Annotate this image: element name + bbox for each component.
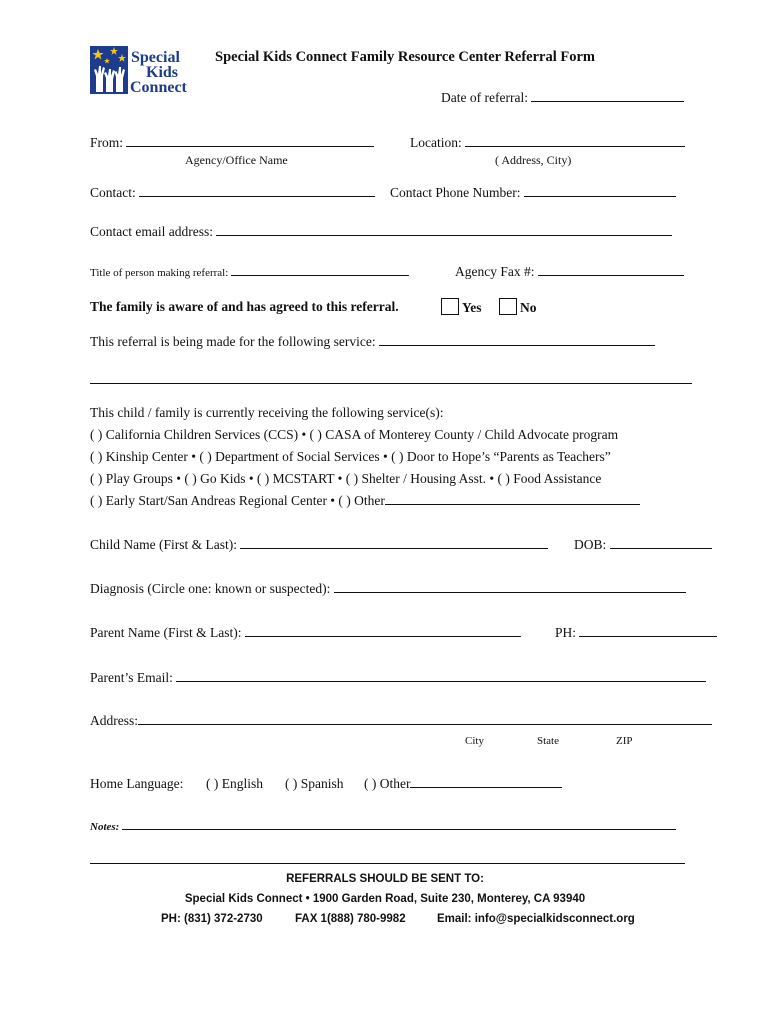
- from-line[interactable]: [126, 135, 374, 147]
- services-row-4[interactable]: [90, 493, 640, 509]
- title-of-person-label: Title of person making referral:: [90, 267, 229, 279]
- language-other-option[interactable]: [364, 776, 562, 792]
- address-field[interactable]: [90, 713, 712, 729]
- contact-phone-label: Contact Phone Number:: [390, 185, 521, 200]
- parent-name-label: Parent Name (First & Last):: [90, 625, 242, 640]
- special-kids-connect-logo: [90, 46, 208, 94]
- parent-email-label: Parent’s Email:: [90, 670, 173, 685]
- from-label: From:: [90, 135, 124, 150]
- service-second-line[interactable]: [90, 383, 692, 384]
- aware-no-option[interactable]: [499, 298, 537, 316]
- parent-phone-field[interactable]: [555, 625, 717, 641]
- parent-name-field[interactable]: [90, 625, 521, 641]
- aware-yes-label: Yes: [462, 300, 482, 315]
- services-other-line[interactable]: [385, 493, 640, 505]
- notes-label: Notes:: [90, 821, 120, 833]
- services-row-1[interactable]: ( ) California Children Services (CCS) • ( ) CASA of Monterey County / Child Advocate program: [90, 427, 619, 442]
- service-line[interactable]: [379, 334, 655, 346]
- date-of-referral-field[interactable]: [441, 90, 684, 106]
- notes-line[interactable]: [122, 821, 676, 830]
- contact-line[interactable]: [139, 185, 375, 197]
- location-sublabel: ( Address, City): [495, 153, 572, 167]
- dob-label: DOB:: [574, 537, 607, 552]
- dob-field[interactable]: [574, 537, 712, 553]
- parent-email-field[interactable]: [90, 670, 706, 686]
- language-other-line[interactable]: [410, 776, 562, 788]
- location-line[interactable]: [465, 135, 685, 147]
- date-of-referral-label: Date of referral:: [441, 90, 528, 105]
- dob-line[interactable]: [610, 537, 712, 549]
- notes-second-line[interactable]: [90, 863, 685, 864]
- child-name-line[interactable]: [240, 537, 548, 549]
- language-spanish-option[interactable]: ( ) Spanish: [285, 776, 344, 791]
- home-language-label: Home Language:: [90, 776, 184, 791]
- diagnosis-label: Diagnosis (Circle one: known or suspected):: [90, 581, 331, 596]
- agency-fax-label: Agency Fax #:: [455, 264, 535, 279]
- diagnosis-line[interactable]: [334, 581, 686, 593]
- contact-email-line[interactable]: [216, 224, 672, 236]
- footer-fax: FAX 1(888) 780-9982: [295, 913, 406, 925]
- aware-no-checkbox[interactable]: [499, 298, 517, 315]
- title-of-person-field[interactable]: [90, 266, 409, 279]
- contact-field[interactable]: [90, 185, 375, 201]
- agency-fax-field[interactable]: [455, 264, 684, 280]
- language-english-option[interactable]: ( ) English: [206, 776, 263, 791]
- agency-fax-line[interactable]: [538, 264, 684, 276]
- address-zip-sublabel: ZIP: [616, 735, 633, 747]
- footer-email[interactable]: Email: info@specialkidsconnect.org: [437, 913, 635, 925]
- parent-name-line[interactable]: [245, 625, 521, 637]
- logo-text-kids: Kids: [146, 64, 179, 81]
- child-name-label: Child Name (First & Last):: [90, 537, 237, 552]
- logo-text-special: Special: [131, 49, 180, 66]
- child-name-field[interactable]: [90, 537, 548, 553]
- parent-phone-label: PH:: [555, 625, 577, 640]
- footer-phone: PH: (831) 372-2730: [161, 913, 263, 925]
- address-label: Address:: [90, 713, 138, 728]
- receiving-services-label: This child / family is currently receiving the following service(s):: [90, 405, 444, 420]
- footer-address: Special Kids Connect • 1900 Garden Road, Suite 230, Monterey, CA 93940: [184, 893, 586, 905]
- logo-text-connect: Connect: [130, 79, 187, 94]
- logo-hands-icon: [94, 66, 125, 92]
- parent-phone-line[interactable]: [579, 625, 717, 637]
- aware-yes-option[interactable]: [441, 298, 482, 316]
- from-sublabel: Agency/Office Name: [185, 153, 288, 167]
- contact-label: Contact:: [90, 185, 136, 200]
- contact-email-field[interactable]: [90, 224, 672, 240]
- address-state-sublabel: State: [537, 735, 559, 747]
- notes-field[interactable]: [90, 821, 676, 833]
- location-label: Location:: [410, 135, 462, 150]
- parent-email-line[interactable]: [176, 670, 706, 682]
- date-of-referral-line[interactable]: [531, 90, 684, 102]
- diagnosis-field[interactable]: [90, 581, 686, 597]
- contact-phone-field[interactable]: [390, 185, 676, 201]
- title-of-person-line[interactable]: [231, 266, 409, 276]
- service-label: This referral is being made for the following service:: [90, 334, 376, 349]
- family-aware-label: The family is aware of and has agreed to this referral.: [90, 299, 399, 314]
- contact-email-label: Contact email address:: [90, 224, 213, 239]
- location-field[interactable]: [410, 135, 685, 151]
- contact-phone-line[interactable]: [524, 185, 676, 197]
- address-city-sublabel: City: [465, 735, 484, 747]
- aware-no-label: No: [520, 300, 537, 315]
- language-other-label: ( ) Other: [364, 776, 411, 791]
- aware-yes-checkbox[interactable]: [441, 298, 459, 315]
- from-field[interactable]: [90, 135, 374, 151]
- service-field[interactable]: [90, 334, 655, 350]
- services-row-3[interactable]: ( ) Play Groups • ( ) Go Kids • ( ) MCSTART • ( ) Shelter / Housing Asst. • ( ) Food Assistance: [90, 471, 602, 486]
- services-row-2[interactable]: ( ) Kinship Center • ( ) Department of Social Services • ( ) Door to Hope’s “Parents as Teachers”: [90, 449, 611, 464]
- footer-heading: REFERRALS SHOULD BE SENT TO:: [286, 873, 484, 885]
- services-row-4-text: ( ) Early Start/San Andreas Regional Center • ( ) Other: [90, 493, 385, 508]
- address-line[interactable]: [138, 713, 712, 725]
- form-title: Special Kids Connect Family Resource Center Referral Form: [215, 49, 596, 65]
